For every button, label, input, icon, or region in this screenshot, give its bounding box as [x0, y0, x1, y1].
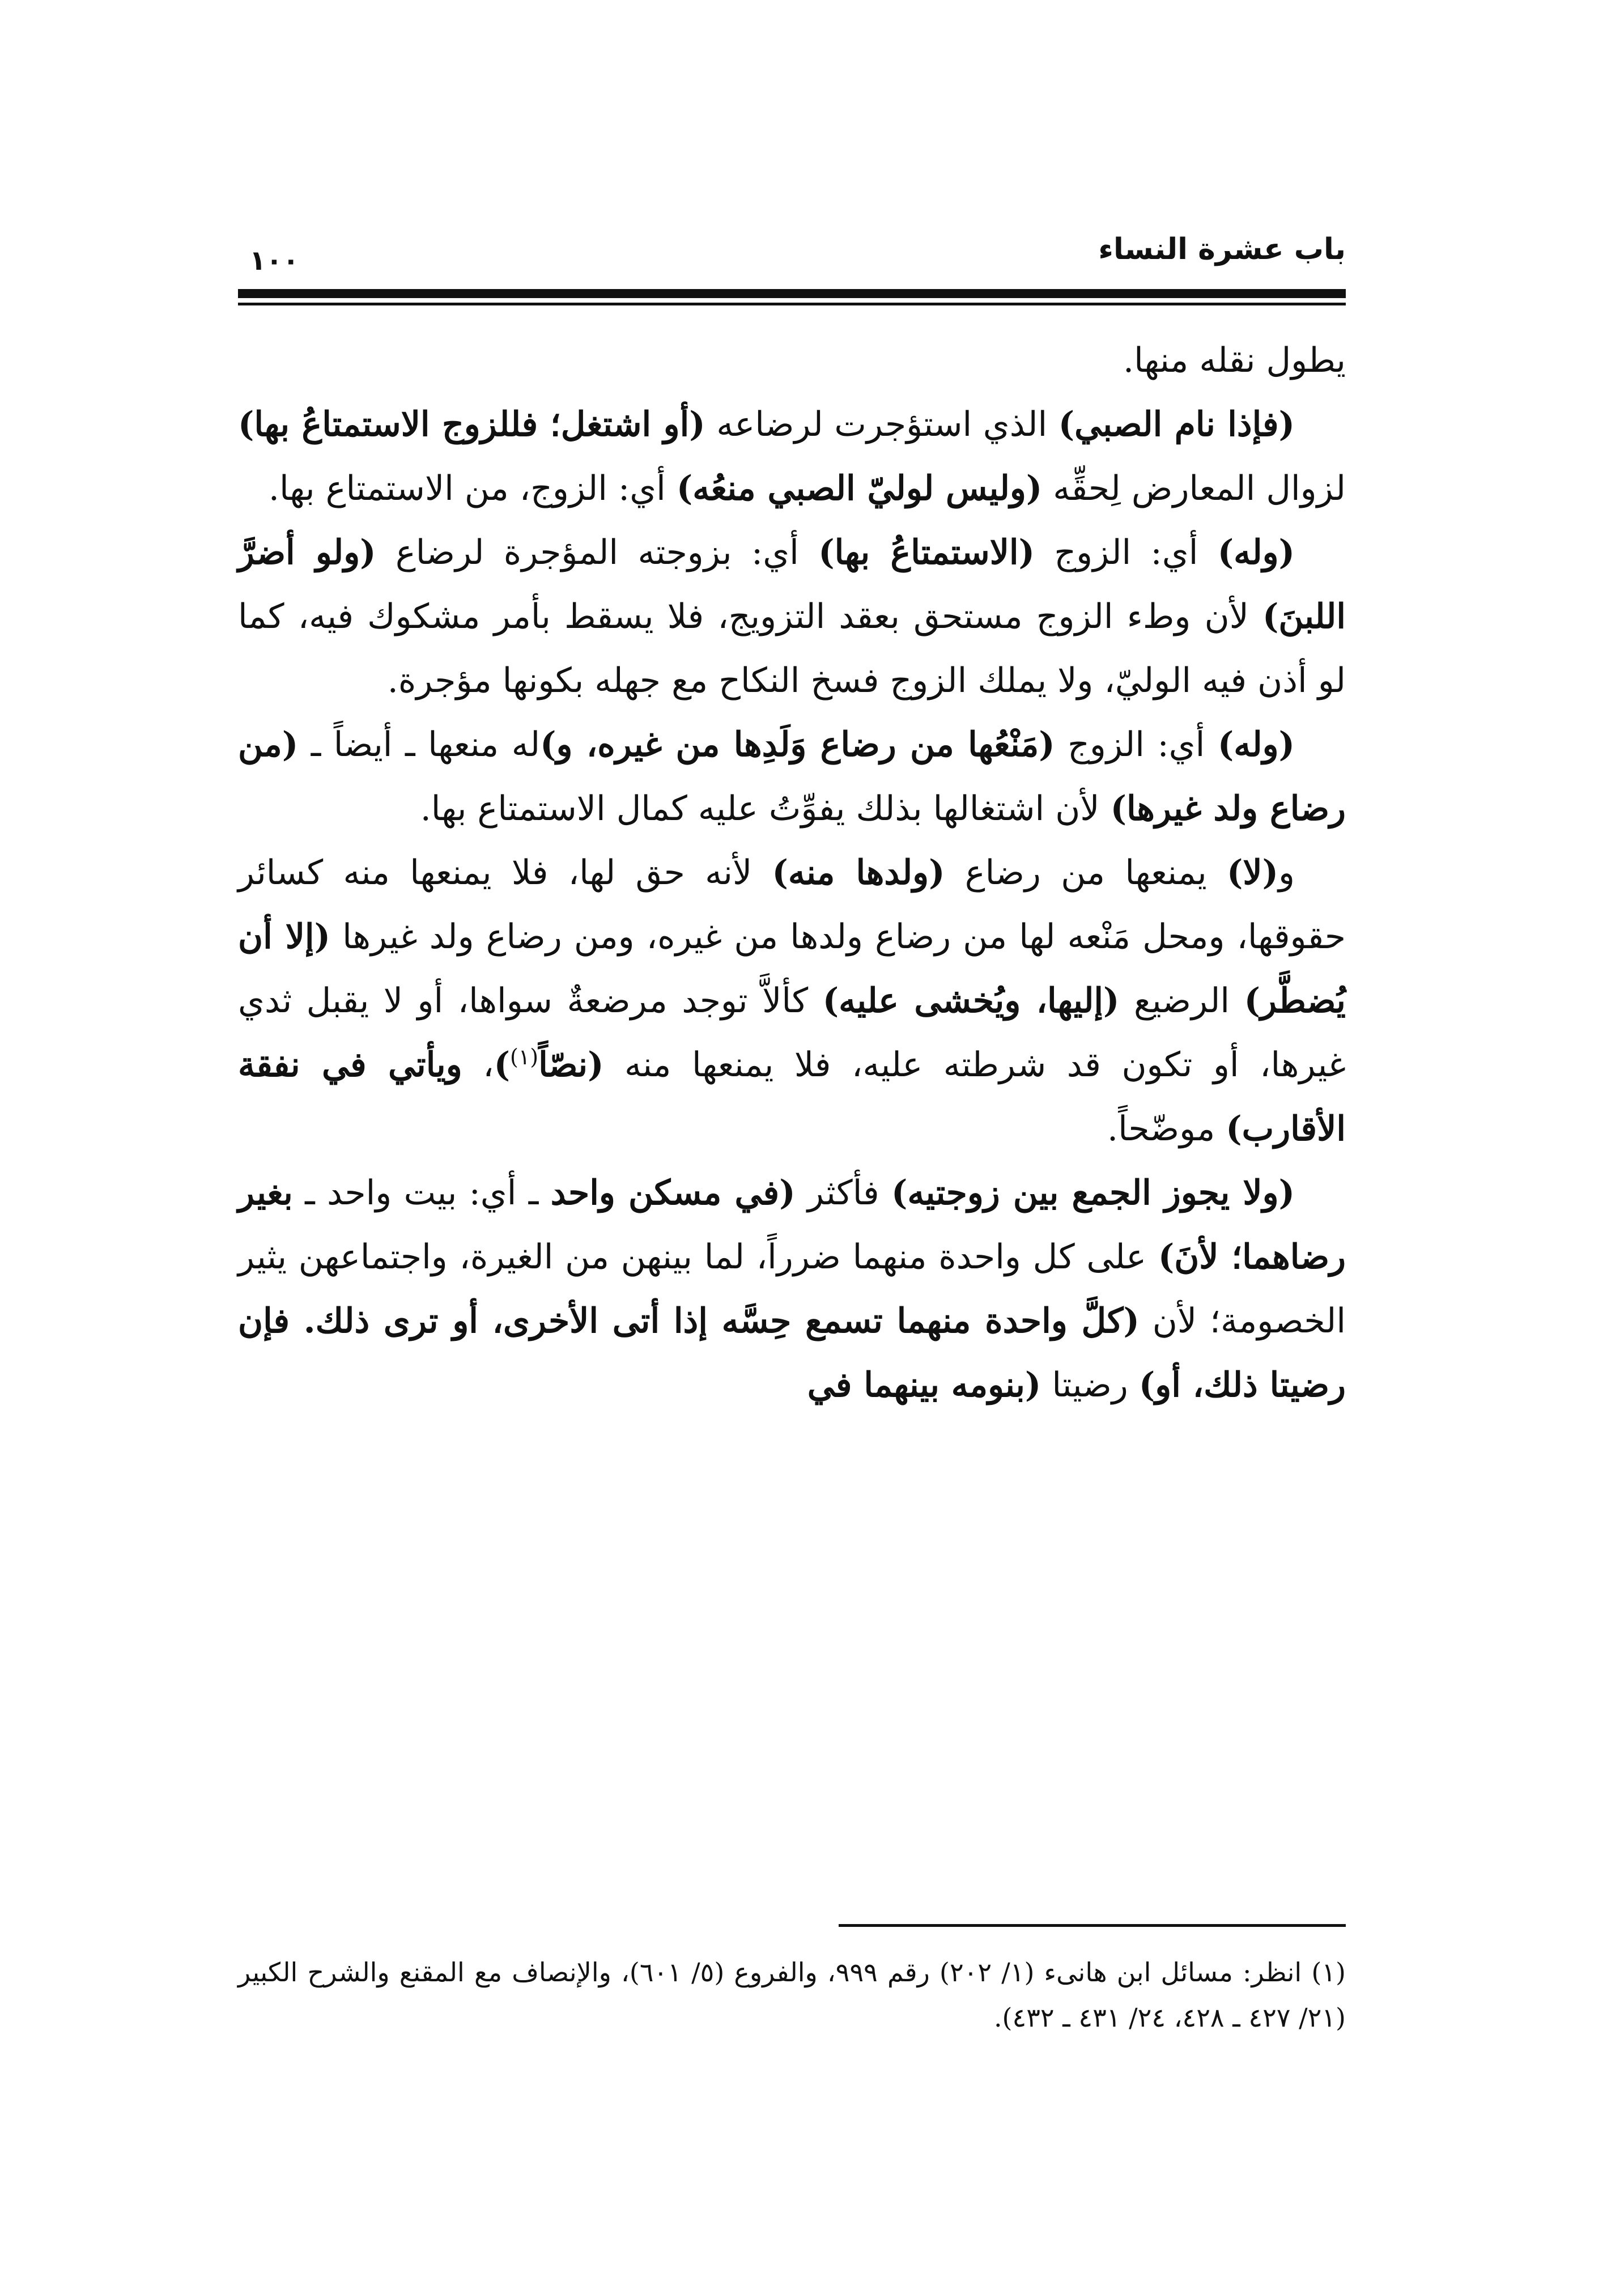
matn-run: (أو اشتغل؛ فللزوج الاستمتاعُ بها) — [238, 405, 705, 444]
paragraph-5 — [238, 841, 1346, 1161]
text-run: يطول نقله منها. — [1123, 341, 1346, 380]
sharh-run: ، — [462, 1045, 494, 1085]
footnote-separator — [839, 1924, 1346, 1927]
header-rule-thin — [238, 303, 1346, 305]
matn-run: (إلا أن يُضطَّر) — [238, 917, 1346, 1021]
paragraph-4 — [238, 713, 1346, 841]
sharh-run: يمنعها من رضاع — [945, 853, 1227, 893]
matn-run: (مَنْعُها من رضاع وَلَدِها من غيره، و) — [540, 725, 1055, 765]
sharh-run: لأن وطء الزوج مستحق بعقد التزويج، فلا يسقط بأمر مشكوك فيه، كما لو أذن فيه الوليّ، ولا يملك الزوج فسخ النكاح مع جهله بكونها مؤجرة. — [238, 597, 1346, 700]
chapter-title: باب عشرة النساء — [1098, 232, 1346, 266]
sharh-run: له منعها ـ أيضاً ـ — [298, 725, 541, 765]
sharh-run: لزوال المعارض لِحقِّه — [1042, 469, 1346, 508]
sharh-run: لأنه حق لها، فلا يمنعها منه كسائر حقوقها، ومحل مَنْعه لها من رضاع ولدها من غيره، ومن رضاع ولد غيرها — [238, 853, 1346, 957]
matn-run: ويأتي في نفقة الأقارب) — [238, 1045, 1346, 1149]
matn-run: (بنومه بينهما في — [807, 1365, 1041, 1405]
sharh-run: الذي استؤجرت لرضاعه — [705, 405, 1058, 444]
sharh-run: ـ أي: بيت واحد ـ — [292, 1173, 551, 1213]
sharh-run: أي: الزوج — [1034, 533, 1218, 572]
footnote-marker: (١) — [509, 1044, 539, 1069]
matn-run: (وله) — [1217, 533, 1295, 572]
footnotes — [238, 1950, 1346, 2040]
body-text — [238, 329, 1346, 1417]
sharh-run: كألاَّ توجد مرضعةٌ سواها، أو لا يقبل ثدي غيرها، أو تكون قد شرطته عليه، فلا يمنعها منه — [238, 981, 1346, 1085]
sharh-run: أي: الزوج، من الاستمتاع بها. — [268, 469, 677, 508]
matn-run: (وله) — [1217, 725, 1295, 765]
matn-run: (في مسكن واحد — [550, 1173, 796, 1213]
matn-run: (كلَّ واحدة منهما تسمع حِسَّه إذا أتى الأخرى، أو ترى ذلك. فإن رضيتا ذلك، أو) — [238, 1301, 1346, 1405]
sharh-run: أي: بزوجته المؤجرة لرضاع — [376, 533, 819, 572]
header-rule-thick — [238, 289, 1346, 298]
sharh-run: أي: الزوج — [1055, 725, 1218, 765]
matn-run: (إليها، ويُخشى عليه) — [822, 981, 1120, 1021]
matn-run: (الاستمتاعُ بها) — [818, 533, 1035, 572]
matn-run: ) — [494, 1045, 510, 1085]
matn-run: (ولا يجوز الجمع بين زوجتيه) — [891, 1173, 1295, 1213]
paragraph-3 — [238, 521, 1346, 713]
page-number: ١٠٠ — [249, 245, 299, 277]
matn-run: (من رضاع ولد غيرها) — [238, 725, 1346, 829]
sharh-run: الرضيع — [1119, 981, 1244, 1021]
matn-run: (فإذا نام الصبي) — [1058, 405, 1295, 444]
matn-run: (لا) — [1227, 853, 1279, 893]
sharh-run: فأكثر — [795, 1173, 891, 1213]
paragraph-6 — [238, 1161, 1346, 1417]
matn-run: بغير رضاهما؛ لأنَ) — [238, 1173, 1346, 1277]
footnote-1: (١) انظر: مسائل ابن هانىء (١/ ٢٠٢) رقم ٩٩٩، والفروع (٥/ ٦٠١)، والإنصاف مع المقنع والشرح الكبير (٢١/ ٤٢٧ ـ ٤٢٨، ٢٤/ ٤٣١ ـ ٤٣٢). — [238, 1957, 1346, 2033]
sharh-run: و — [1278, 853, 1295, 893]
sharh-run: موضّحاً. — [1107, 1109, 1226, 1149]
running-header — [238, 227, 1346, 283]
paragraph-2 — [238, 393, 1346, 521]
paragraph-1 — [238, 329, 1346, 393]
matn-run: (ولدها منه) — [772, 853, 945, 893]
sharh-run: رضيتا — [1041, 1365, 1139, 1405]
sharh-run: لأن اشتغالها بذلك يفوِّتُ عليه كمال الاستمتاع بها. — [420, 789, 1111, 829]
sharh-run: على كل واحدة منهما ضرراً، لما بينهن من الغيرة، واجتماعهن يثير الخصومة؛ لأن — [238, 1237, 1346, 1341]
matn-run: (وليس لوليّ الصبي منعُه) — [676, 469, 1043, 508]
matn-run: (نصّاً — [538, 1045, 604, 1085]
matn-run: (ولو أضرَّ اللبنَ) — [238, 533, 1346, 636]
